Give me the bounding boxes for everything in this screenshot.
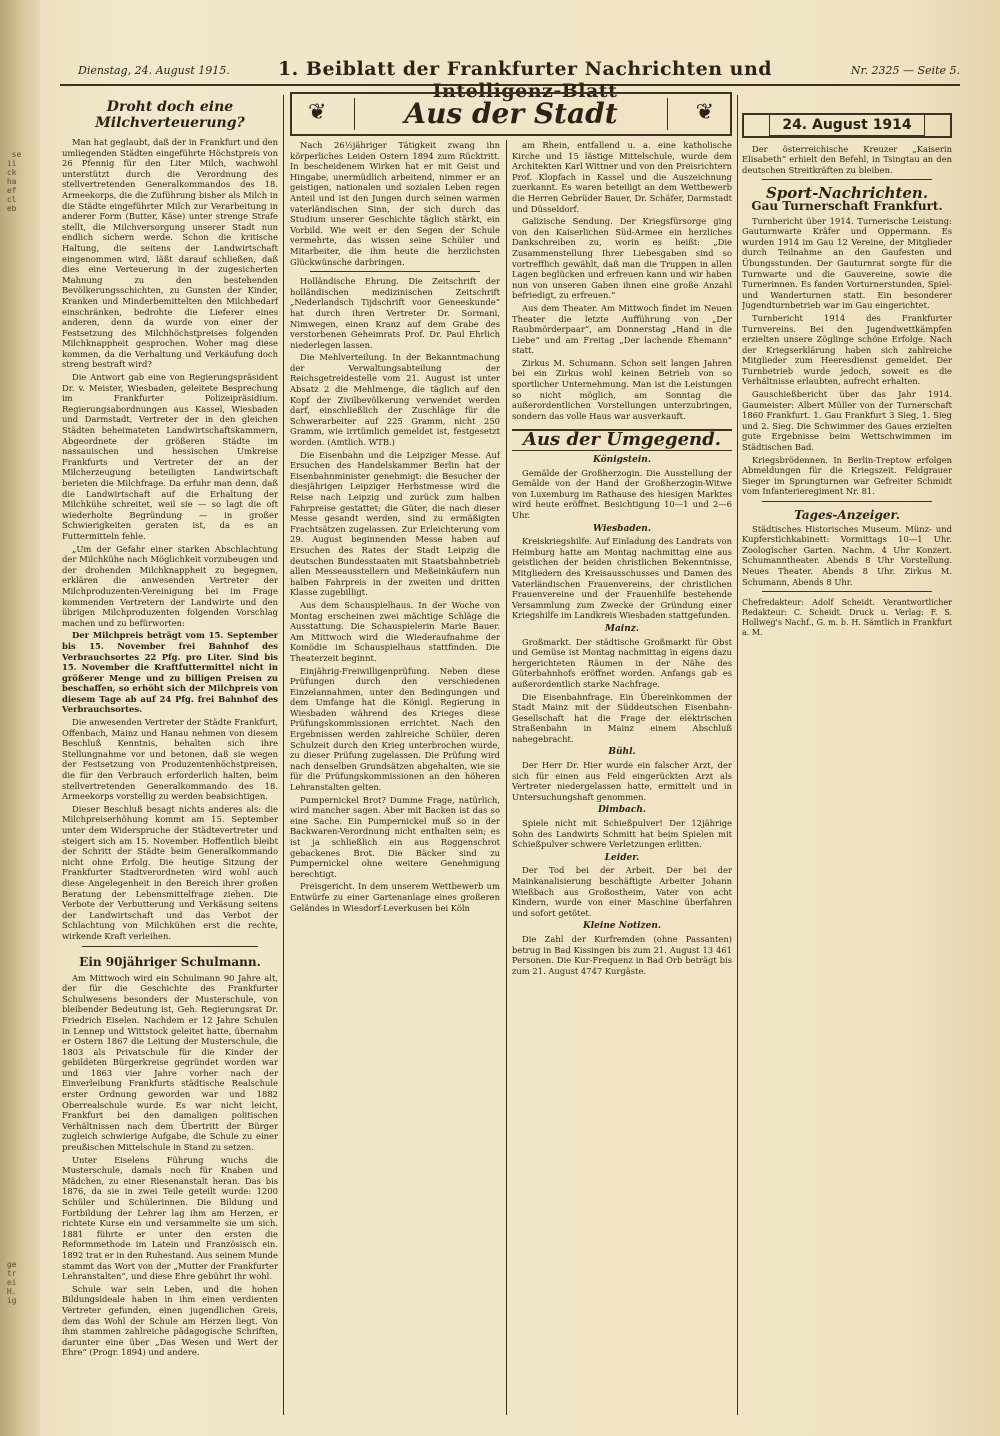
ornament-icon: ❦ — [308, 100, 327, 125]
sport-subheading: Gau Turnerschaft Frankfurt. — [751, 198, 943, 213]
article-paragraph: Am Mittwoch wird ein Schulmann 90 Jahre alt, der für die Geschichte des Frankfurter Schulwesens besonders der Musterschule, von bleibender Bedeutung ist, Geh. Regierungsrat Dr. Friedrich Eiselen. Nachdem er 12 Jahre Schulen in Lennep und Wittstock geleitet hatte, übernahm er Ostern 1867 die Leitung der Musterschule, die 1803 als Privatschule für die Kinder der gebildeten Bürgerkreise gegründet worden war und 1863 vier Jahre vorher nach der Einverleibung Frankfurts städtische Realschule erster Ordnung geworden war und 1882 Oberrealschule wurde. Es war nicht leicht, Frankfurt bei den damaligen politischen Verhältnissen nach dem Übertritt der Bürger zugleich schwierige Aufgabe, die Schule zu einer preußischen Mittelschule in Stand zu setzen. — [62, 972, 278, 1153]
article-paragraph: Turnbericht über 1914. Turnerische Leistung: Gauturnwarte Kräfer und Oppermann. Es wurden 1914 im Gau 12 Vereine, der Mitglieder durch Teilnahme an den Gaufesten und Übungsstunden. Der Gauturnrat sorgte für die Turnwarte und die Gauvereine, sowie die Turnerinnen. Es fanden Vorturnerstunden, Spiel- und Wanderturnen statt. Ein besonderer Jugendturnbetrieb war im Gau eingerichtet. — [742, 215, 952, 311]
article-paragraph: Holländische Ehrung. Die Zeitschrift der holländischen medizinischen Zeitschrift „Nederlandsch Tijdschrift voor Geneeskunde“ hat durch ihren Vertreter Dr. Sormani, Nimwegen, einen Kranz auf dem Grabe des verstorbenen Geheimrats Prof. Dr. Paul Ehrlich niederlegen lassen. — [290, 276, 500, 350]
margin-scrap-bottom: ge tr ei H. ig — [6, 1260, 17, 1305]
article-paragraph: Turnbericht 1914 des Frankfurter Turnvereins. Bei den Jugendwettkämpfen erzielten unsere Zöglinge schöne Erfolge. Nach der Kriegserklärung haben sich zahlreiche Mitglieder zum Heeresdienst gemeldet. Der Turnbetrieb wurde jedoch, soweit es die Verhältnisse erlaubten, aufrecht erhalten. — [742, 312, 952, 387]
article-paragraph: Städtisches Historisches Museum. Münz- und Kupferstichkabinett: Vormittags 10—1 Uhr. Zoologischer Garten. Nachm. 4 Uhr Konzert. Schumanntheater. Abends 8 Uhr Vorstellung. Neues Theater. Abends 8 Uhr. Zirkus M. Schumann, Abends 8 Uhr. — [742, 523, 952, 587]
header-date: Dienstag, 24. August 1915. — [78, 64, 230, 77]
article-paragraph: Einjährig-Freiwilligenprüfung. Neben diese Prüfungen durch den verschiedenen Einzelannahmen, unter den Bedingungen und dem Umfange hat die Königl. Regierung in Wiesbaden während des Krieges diese Prüfungskommissionen errichtet. Nach den Ergebnissen werden zahlreiche Schüler, deren Schulzeit durch den Krieg unterbrochen wurde, zu dieser Prüfung zugelassen. Die Prüfung wird nach denselben Grundsätzen abgehalten, wie sie für die Prüfungskommissionen an den höheren Lehranstalten gelten. — [290, 665, 500, 793]
column-1 — [62, 95, 278, 1415]
article-paragraph: Die anwesenden Vertreter der Städte Frankfurt, Offenbach, Mainz und Hanau nehmen von diesem Beschluß Kenntnis, behalten sich ihre Stellungnahme vor und betonen, daß sie wegen der Festsetzung von Produzentenhöchstpreisen, die für den Verbrauch erforderlich halten, beim stellvertretenden Generalkommando des 18. Armeekorps vorstellig zu werden beabsichtigen. — [62, 717, 278, 802]
listings-heading: Tages-Anzeiger. — [794, 508, 900, 522]
article-paragraph: Galizische Sendung. Der Kriegsfürsorge ging von den Kaiserlichen Süd-Armee ein herzliches Dankschreiben zu, worin es heißt: „Die Zusammenstellung Ihrer Liebesgaben sind so vortrefflich gewählt, daß man die Truppen in allen Lagen beglücken und erfreuen kann und wir haben nun von unseren Gaben ihnen eine große Anzahl befriedigt, zu erfreuen.“ — [512, 216, 732, 301]
article-paragraph: „Um der Gefahr einer starken Abschlachtung der Milchkühe nach Möglichkeit vorzubeugen und der drohenden Milchknappheit zu begegnen, erklären die anwesenden Vertreter der Milchproduzenten-Vereinigung bei im Frage kommenden Vertretern der Landwirte und den übrigen Milchproduzenten folgenden Vorschlag machen und zu befürworten: — [62, 543, 278, 628]
margin-scrap-top: se ii ck ha ef cl eb — [6, 150, 22, 213]
article-paragraph: Zirkus M. Schumann. Schon seit langen Jahren bei ein Zirkus wohl keinen Betrieb von so sportlicher Unternehmung. Man ist die Leistungen so nicht möglich, am Sonntag die außerordentlichen Vorstellungen unterzubringen, sondern das volle Haus war ausverkauft. — [512, 357, 732, 421]
place-heading: Königstein. — [593, 455, 651, 466]
column-2 — [290, 140, 500, 1415]
article-paragraph: Nach 26½jähriger Tätigkeit zwang ihn körperliches Leiden Ostern 1894 zum Rücktritt. In bescheidenem Wirken hat er mit Geist und Hingabe, unermüdlich arbeitend, nimmer er an geistigen, nationalen und sozialen Leben regen Anteil und ist den Jungen durch seinen warmen vaterländischen Sinn, der sich durch das Studium unserer Geschichte täglich stärkt, ein Vorbild. Wie weit er den Segen der Schule vermehrte, das wissen seine Schüler und Mitarbeiter, die ihm heute die herzlichsten Glückwünsche darbringen. — [290, 140, 500, 267]
place-heading: Dimbach. — [597, 805, 647, 816]
column-rule — [283, 95, 284, 1415]
header-issue: Nr. 2325 — Seite 5. — [850, 64, 960, 77]
article-paragraph: Dieser Beschluß besagt nichts anderes als: die Milchpreiserhöhung kommt am 15. September unter dem Widerspruche der Städtevertreter und steigert sich am 15. November. Hoffentlich bleibt der Schritt der Städte beim Generalkommando nicht ohne Erfolg. Die heutige Sitzung der Frankfurter Stadtverordneten wird wohl auch diese Angelegenheit in den Bereich ihrer großen Beratung der Lebensmittelfrage ziehen. Die Verbote der Verbutterung und Verkäsung seitens der Landwirtschaft und das Verbot der Schlachtung von Milchkühen erst die rechte, wirkende Kraft verleihen. — [62, 803, 278, 941]
column-rule — [506, 140, 507, 1415]
column-3 — [512, 140, 732, 1415]
section-banner — [290, 92, 732, 136]
section-title: Aus der Stadt — [354, 98, 668, 130]
article-paragraph: Schule war sein Leben, und die hohen Bildungsideale haben in ihm einen verdienten Vertreter gefunden, einen jugendlichen Greis, dem das Wohl der Schule am Herzen liegt. Von ihm stammen zahlreiche pädagogische Schriften, darunter eine über „Das Wesen und Wert der Ehre“ (Progr. 1894) und andere. — [62, 1283, 278, 1358]
article-heading: Ein 90jähriger Schulmann. — [79, 954, 261, 969]
article-paragraph: Die Eisenbahn und die Leipziger Messe. Auf Ersuchen des Handelskammer Berlin hat der Eisenbahnminister genehmigt: die Besucher der diesjährigen Leipziger Herbstmesse wird die Reise nach Leipzig und zurück zum halben Fahrpreise gestattet; die Güter, die nach dieser Messe gesandt werden, sind zu ermäßigten Frachtsätzen zugelassen. Zur Erleichterung vom 29. August beginnenden Messe haben auf Ersuchen des Rates der Stadt Leipzig die deutschen Bundesstaaten mit Staatsbahnbetrieb allen Messeausstellern und Meßeinkäufern nun halben Fahrpreis in der zweiten und dritten Klasse zugebilligt. — [290, 449, 500, 598]
article-paragraph: Man hat geglaubt, daß der in Frankfurt und den umliegenden Städten eingeführte Höchstpreis von 26 Pfennig für den Liter Milch, wachwohl unterstützt durch die Verordnung des stellvertretenden Generalkommandos des 18. Armeekorps, die die Zuführung bisher als Milch in die Städte eingeführter Milch zur Verarbeitung in anderer Form (Butter, Käse) unter strenge Strafe stellt, die Milchversorgung unserer Stadt nun endlich sichern werde. Schon die kritische Haltung, die seitens der Landwirtschaft eingenommen wird, läßt darauf schließen, daß dies eine Verteuerung in der zugesicherten Mahnung zu den bestehenden Bevölkerungsschichten, zu Gunsten der Kinder, Kranken und Minderbemittelten den Milchbedarf einschränken, bedrohte die Lieferer eines anderen, denn da wurde von einer der Festsetzung des Milchhöchstpreises folgenden Milchknappheit gesprochen. Woher mag diese kommen, da die Verhaltung und Verkäufung doch streng bestraft wird? — [62, 137, 278, 370]
sport-heading: Sport-Nachrichten. — [765, 184, 929, 203]
newspaper-title: 1. Beiblatt der Frankfurter Nachrichten und Intelligenz-Blatt — [277, 58, 773, 102]
article-paragraph: Pumpernickel Brot? Dumme Frage, natürlich, wird mancher sagen. Aber mit Backen ist das so eine Sache. Ein Pumpernickel muß so in der Backwaren-Verordnung nicht enthalten sein; es ist ja schließlich ein aus Roggenschrot gebackenes Brot. Die Bäcker sind zu Pumpernickel ohne weitere Genehmigung berechtigt. — [290, 794, 500, 879]
article-paragraph: Der Milchpreis beträgt vom 15. September bis 15. November frei Bahnhof des Verbrauchsortes 22 Pfg. pro Liter. Sind bis 15. November die Kraftfuttermittel nicht in größerer Menge und zu billigen Preisen zu beschaffen, so erhöht sich der Milchpreis von diesem Tage ab auf 24 Pfg. frei Bahnhof des Verbrauchsortes. — [62, 630, 278, 715]
article-paragraph: Gemälde der Großherzogin. Die Ausstellung der Gemälde von der Hand der Großherzogin-Witwe von Luxemburg im Rathause des hiesigen Marktes wird heute eröffnet. Besichtigung 10—1 und 2—6 Uhr. — [512, 467, 732, 520]
article-paragraph: Die Mehlverteilung. In der Bekanntmachung der Verwaltungsabteilung der Reichsgetreidestelle vom 21. August ist unter Absatz 2 die Mehlmenge, die täglich auf den Kopf der Zivilbevölkerung verwendet werden darf, einschließlich der Zuschläge für die Schwerarbeiter auf 225 Gramm, nicht 250 Gramm, wie irrtümlich gemeldet ist, festgesetzt worden. (Amtlich. WTB.) — [290, 352, 500, 448]
article-paragraph: Aus dem Schauspielhaus. In der Woche von Montag erscheinen zwei mächtige Schläge die Ausstattung. Die Schauspielerin Marie Bauer. Am Mittwoch wird die Wiederaufnahme der Komödie im Schauspielhaus stattfinden. Die Theaterzeit beginnt. — [290, 599, 500, 663]
imprint: Chefredakteur: Adolf Scheidt. Verantwortlicher Redakteur: C. Scheidt. Druck u. Verlag: F. S. Hollweg's Nachf., G. m. b. H. Sämtlich in Frankfurt a. M. — [742, 598, 952, 638]
column-rule — [737, 95, 738, 1415]
place-heading: Wiesbaden. — [593, 523, 651, 534]
article-paragraph: Die Antwort gab eine von Regierungspräsident Dr. v. Meister, Wiesbaden, geleitete Besprechung im Frankfurter Polizeipräsidium. Regierungsabordnungen aus Kassel, Wiesbaden und Darmstadt, Vertreter der in den gleichen Städten beheimateten Landwirtschaftskammern, Abgeordnete der größeren Städte im nassauischen und hessischen Umkreise Frankfurts und Vertreter der an der Milcherzeugung beteiligten Landwirtschaft berieten die Milchfrage. Da erfuhr man denn, daß die Landwirtschaft auf die Erhaltung der Milchkühe schreitet, weil sie — so lagt die oft wiederholte Begründung — in großer Schwierigkeiten geraten ist, da es an Futtermitteln fehle. — [62, 372, 278, 541]
article-paragraph: Der Tod bei der Arbeit. Der bei der Mainkanalisierung beschäftigte Arbeiter Johann Wießbach aus Großostheim, Vater von acht Kindern, wurde von einer Maschine überfahren und sofort getötet. — [512, 865, 732, 918]
article-paragraph: Die Eisenbahnfrage. Ein Übereinkommen der Stadt Mainz mit der Süddeutschen Eisenbahn-Gesellschaft hat die Frage der elektrischen Straßenbahn in Mainz einem Abschluß nahegebracht. — [512, 691, 732, 744]
divider — [310, 271, 480, 272]
article-heading: Droht doch eine Milchverteuerung? — [95, 99, 245, 131]
page-binding — [0, 0, 40, 1436]
article-paragraph: Der österreichische Kreuzer „Kaiserin Elisabeth“ erhielt den Befehl, in Tsingtau an den deutschen Streitkräften zu bleiben. — [742, 143, 952, 175]
place-heading: Leider. — [604, 852, 640, 863]
article-paragraph: Die Zahl der Kurfremden (ohne Passanten) betrug in Bad Kissingen bis zum 21. August 13 461 Personen. Die Kur-Frequenz in Bad Orb beträgt bis zum 21. August 4747 Kurgäste. — [512, 933, 732, 976]
article-paragraph: Unter Eiselens Führung wuchs die Musterschule, damals noch für Knaben und Mädchen, zu einer Riesenanstalt heran. Das bis 1876, da sie in zwei Teile geteilt wurde: 1200 Schüler und Schülerinnen. Die Bildung und Fortbildung der Lehrer lag ihm am Herzen, er richtete Kurse ein und versammelte sie um sich. 1881 führte er unter den ersten die Reformmethode im Latein und Französisch ein. 1892 trat er in den Ruhestand. Aus seinem Munde stammt das Wort von der „Mutter der Frankfurter Lehranstalten“, und diese Ehre gebührt ihr wohl. — [62, 1154, 278, 1282]
column-4 — [742, 95, 952, 1415]
ornament-icon: ❦ — [695, 100, 714, 125]
article-paragraph: Spiele nicht mit Schießpulver! Der 12jährige Sohn des Landwirts Schmitt hat beim Spielen mit Schießpulver schwere Verletzungen erlitten. — [512, 818, 732, 850]
place-heading: Bühl. — [608, 747, 636, 758]
article-paragraph: am Rhein, entfallend u. a. eine katholische Kirche und 15 lästige Mittelschule, wurde dem Architekten Karl Wittner und von den Preisrichtern Prof. Klopfach in Kassel und die Auszeichnung zuerkannt. Es waren beteiligt an dem Wettbewerb die Herren Gebrüder Bauer, Dr. Schäfer, Darmstadt und Düsseldorf. — [512, 140, 732, 214]
article-paragraph: Preisgericht. In dem unserem Wettbewerb um Entwürfe zu einer Gartenanlage eines großeren Geländes in Wiesdorf-Leverkusen bei Köln — [290, 881, 500, 913]
page-header — [60, 58, 960, 102]
article-paragraph: Der Herr Dr. Hier wurde ein falscher Arzt, der sich für einen aus Feld eingerückten Arzt als Vertreter niedergelassen hatte, ermittelt und in Untersuchungshaft genommen. — [512, 760, 732, 802]
divider — [762, 179, 932, 180]
divider — [762, 501, 932, 502]
article-paragraph: Großmarkt. Der städtische Großmarkt für Obst und Gemüse ist Montag nachmittag in eigens dazu hergerichteten Räumen in der Nähe des Güterbahnhofs eröffnet worden. Anfangs gab es außerordentlich starke Nachfrage. — [512, 636, 732, 689]
article-paragraph: Gauschießbericht über das Jahr 1914. Gaumeister: Albert Müller von der Turnerschaft 1860 Frankfurt. 1. Gau Frankfurt 3 Sieg, 1. Sieg und 2. Sieg. Die Schwimmer des Gaues erzielten gute Ergebnisse beim Wettschwimmen im Städtischen Bad. — [742, 389, 952, 453]
divider — [762, 591, 932, 592]
place-heading: Kleine Notizen. — [582, 921, 662, 932]
article-paragraph: Kriegsbrödennen. In Berlin-Treptow erfolgen Abmeldungen für die Kriegszeit. Feldgrauer Sieger im Sprungturnen war Gefreiter Schmidt vom Infanterieregiment Nr. 81. — [742, 454, 952, 497]
section-heading: Aus der Umgegend. — [512, 429, 732, 451]
divider — [82, 946, 258, 947]
date-box — [742, 113, 952, 138]
article-paragraph: Aus dem Theater. Am Mittwoch findet im Neuen Theater die letzte Aufführung von „Der Raubmörderpaar“, am Donnerstag „Hand in die Liebe“ und am Freitag „Der lachende Ehemann“ statt. — [512, 302, 732, 356]
date-box-label: 24. August 1914 — [769, 114, 924, 136]
place-heading: Mainz. — [604, 623, 639, 634]
article-paragraph: Kreiskriegshilfe. Auf Einladung des Landrats von Heimburg hatte am Montag nachmittag eine aus geistlichen der beiden christlichen Bekenntnisse, Mitgliedern des Kreisausschusses und Damen des Vaterländischen Frauenvereins, der christlichen Frauenvereine und der Frauenhilfe bestehende Versammlung zum Zwecke der Gründung einer Kriegshilfe im Landkreis Wiesbaden stattgefunden. — [512, 536, 732, 621]
